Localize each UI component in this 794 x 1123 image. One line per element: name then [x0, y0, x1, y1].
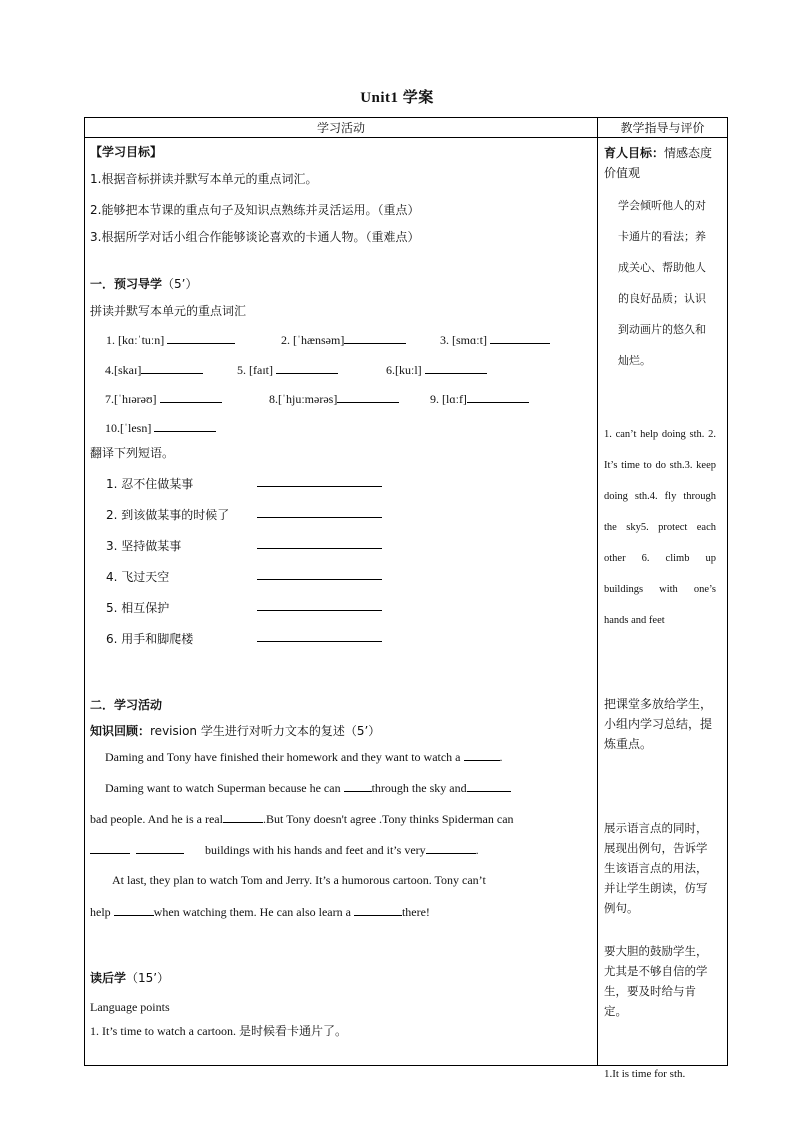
passage-line-1: Daming and Tony have finished their homework and they want to watch a .	[105, 750, 503, 764]
goal-line: 卡通片的看法；养	[618, 230, 706, 243]
col-header-activities: 学习活动	[85, 118, 598, 138]
phonetic-item: 10.[ˈlesn]	[105, 420, 216, 436]
objective-3: 3.根据所学对话小组合作能够谈论喜欢的卡通人物。（重难点）	[90, 230, 420, 244]
passage-line-6: help when watching them. He can also learn a there!	[90, 905, 430, 919]
answer-blank[interactable]	[114, 904, 154, 916]
answer-blank[interactable]	[257, 599, 382, 611]
answer-blank[interactable]	[141, 362, 203, 374]
answer-blank[interactable]	[425, 362, 487, 374]
phrase-answers: 1. can’t help doing sth. 2. It’s time to do sth.3. keep doing sth.4. fly through the sky5. protect each other 6. climb up buildings with one’s hands and feet	[604, 429, 716, 626]
phonetic-item: 8.[ˈhjuːmərəs]	[269, 391, 399, 407]
education-goal: 育人目标：情感态度价值观	[604, 146, 713, 180]
passage-line-3: bad people. And he is a real .But Tony doesn't agree .Tony thinks Spiderman can	[90, 812, 514, 826]
guidance-note-2: 展示语言点的同时，展现出例句，告诉学生该语言点的用法，并让学生朗读，仿写例句。	[604, 821, 708, 915]
guidance-note-1: 把课堂多放给学生，小组内学习总结，提炼重点。	[604, 697, 713, 751]
objective-2: 2.能够把本节课的重点句子及知识点熟练并灵活运用。（重点）	[90, 203, 420, 217]
guidance-cell	[598, 138, 728, 1080]
answer-blank[interactable]	[337, 391, 399, 403]
translate-instruction: 翻译下列短语。	[90, 446, 175, 460]
reading-heading: 读后学（15’）	[90, 971, 170, 985]
review-line: 知识回顾：revision 学生进行对听力文本的复述（5’）	[90, 724, 381, 738]
phonetic-item: 5. [faɪt]	[237, 362, 338, 378]
answer-blank[interactable]	[90, 842, 130, 854]
activities-cell	[85, 138, 598, 1066]
answer-blank[interactable]	[467, 780, 511, 792]
answer-blank[interactable]	[136, 842, 184, 854]
answer-blank[interactable]	[257, 475, 382, 487]
phrase-item: 1. 忍不住做某事	[106, 477, 194, 491]
goal-line: 学会倾听他人的对	[618, 199, 706, 212]
answer-blank[interactable]	[344, 332, 406, 344]
answer-blank[interactable]	[154, 420, 216, 432]
phrase-item: 2. 到该做某事的时候了	[106, 508, 230, 522]
phrase-item: 5. 相互保护	[106, 601, 170, 615]
goal-line: 的良好品质；认识	[618, 292, 706, 305]
phonetic-item: 2. [ˈhænsəm]	[281, 332, 406, 348]
answer-blank[interactable]	[344, 780, 372, 792]
answer-blank[interactable]	[257, 506, 382, 518]
objective-1: 1.根据音标拼读并默写本单元的重点词汇。	[90, 172, 318, 186]
answer-blank[interactable]	[257, 630, 382, 642]
goal-line: 灿烂。	[618, 354, 651, 367]
answer-blank[interactable]	[426, 842, 476, 854]
language-points: Language points	[90, 1000, 170, 1014]
preview-instruction: 拼读并默写本单元的重点词汇	[90, 304, 247, 318]
guidance-note-4: 1.It is time for sth.	[604, 1068, 686, 1080]
language-point-1: 1. It’s time to watch a cartoon. 是时候看卡通片了。	[90, 1024, 347, 1038]
answer-blank[interactable]	[354, 904, 402, 916]
phonetic-item: 4.[skaɪ]	[105, 362, 203, 378]
col-header-guidance: 教学指导与评价	[598, 118, 728, 138]
phonetic-item: 6.[kuːl]	[386, 362, 487, 378]
answer-blank[interactable]	[276, 362, 338, 374]
phonetic-item: 1. [kɑːˈtuːn]	[106, 332, 235, 348]
answer-blank[interactable]	[223, 811, 263, 823]
guidance-note-3: 要大胆的鼓励学生，尤其是不够自信的学生，要及时给与肯定。	[604, 944, 708, 1018]
page-title: Unit1 学案	[360, 90, 434, 106]
preview-heading: 一．预习导学（5’）	[90, 277, 198, 291]
passage-line-4: buildings with his hands and feet and it’s very .	[90, 842, 479, 858]
phonetic-item: 9. [lɑːf]	[430, 391, 529, 407]
passage-line-2: Daming want to watch Superman because he can through the sky and	[105, 780, 511, 796]
phrase-item: 6. 用手和脚爬楼	[106, 632, 194, 646]
phonetic-item: 7.[ˈhɪərəʊ]	[105, 391, 222, 407]
activity-heading: 二．学习活动	[90, 698, 163, 712]
phonetic-item: 3. [smɑːt]	[440, 332, 550, 348]
goal-line: 成关心、帮助他人	[618, 261, 706, 274]
goal-line: 到动画片的悠久和	[618, 323, 706, 336]
lesson-table	[84, 117, 728, 1080]
answer-blank[interactable]	[167, 332, 235, 344]
answer-blank[interactable]	[257, 537, 382, 549]
phrase-item: 4. 飞过天空	[106, 570, 170, 584]
answer-blank[interactable]	[160, 391, 222, 403]
answer-blank[interactable]	[464, 749, 500, 761]
passage-line-5: At last, they plan to watch Tom and Jerry. It’s a humorous cartoon. Tony can’t	[112, 873, 486, 887]
answer-blank[interactable]	[467, 391, 529, 403]
phrase-item: 3. 坚持做某事	[106, 539, 182, 553]
answer-blank[interactable]	[257, 568, 382, 580]
answer-blank[interactable]	[490, 332, 550, 344]
objectives-heading: 【学习目标】	[90, 145, 163, 159]
